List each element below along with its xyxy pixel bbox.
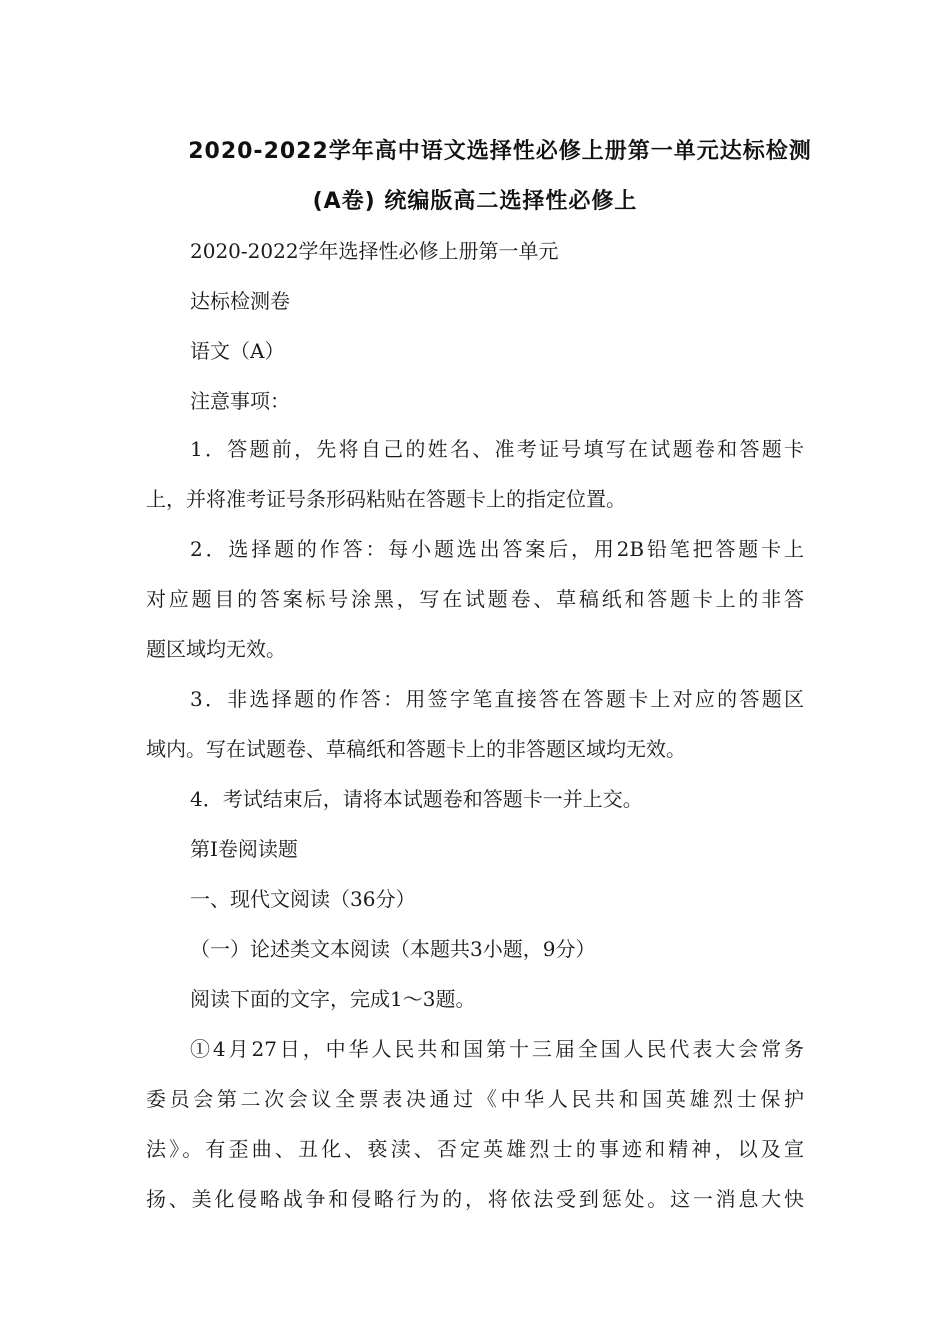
- notice-item-4: 4．考试结束后，请将本试题卷和答题卡一并上交。: [190, 787, 643, 811]
- notice-item-1-line-1: 1．答题前，先将自己的姓名、准考证号填写在试题卷和答题卡: [190, 437, 804, 461]
- reading-instruction: 阅读下面的文字，完成1～3题。: [190, 987, 476, 1011]
- passage-line-3: 法》。有歪曲、丑化、亵渎、否定英雄烈士的事迹和精神，以及宣: [146, 1137, 804, 1161]
- passage-line-1: ①4月27日，中华人民共和国第十三届全国人民代表大会常务: [190, 1037, 804, 1061]
- document-title-line-1: 2020-2022学年高中语文选择性必修上册第一单元达标检测: [188, 139, 812, 164]
- notice-item-3-line-1: 3．非选择题的作答：用签字笔直接答在答题卡上对应的答题区: [190, 687, 804, 711]
- subsection-heading: （一）论述类文本阅读（本题共3小题，9分）: [190, 937, 596, 961]
- notice-item-1-line-2: 上，并将准考证号条形码粘贴在答题卡上的指定位置。: [146, 487, 626, 511]
- notice-item-2-line-3: 题区域均无效。: [146, 637, 286, 661]
- exam-subject: 语文（A）: [190, 339, 285, 363]
- part-heading: 第Ⅰ卷阅读题: [190, 837, 298, 861]
- notice-item-3-line-2: 域内。写在试题卷、草稿纸和答题卡上的非答题区域均无效。: [146, 737, 686, 761]
- notice-heading: 注意事项：: [190, 389, 290, 413]
- notice-item-2-line-1: 2．选择题的作答：每小题选出答案后，用2B铅笔把答题卡上: [190, 537, 804, 561]
- section-heading: 一、现代文阅读（36分）: [190, 887, 416, 911]
- exam-header-line: 2020-2022学年选择性必修上册第一单元: [190, 239, 559, 263]
- passage-line-4: 扬、美化侵略战争和侵略行为的，将依法受到惩处。这一消息大快: [146, 1187, 804, 1211]
- passage-line-2: 委员会第二次会议全票表决通过《中华人民共和国英雄烈士保护: [146, 1087, 804, 1111]
- exam-header-subtitle: 达标检测卷: [190, 289, 290, 313]
- document-title-line-2: (A卷) 统编版高二选择性必修上: [312, 189, 638, 214]
- notice-item-2-line-2: 对应题目的答案标号涂黑，写在试题卷、草稿纸和答题卡上的非答: [146, 587, 804, 611]
